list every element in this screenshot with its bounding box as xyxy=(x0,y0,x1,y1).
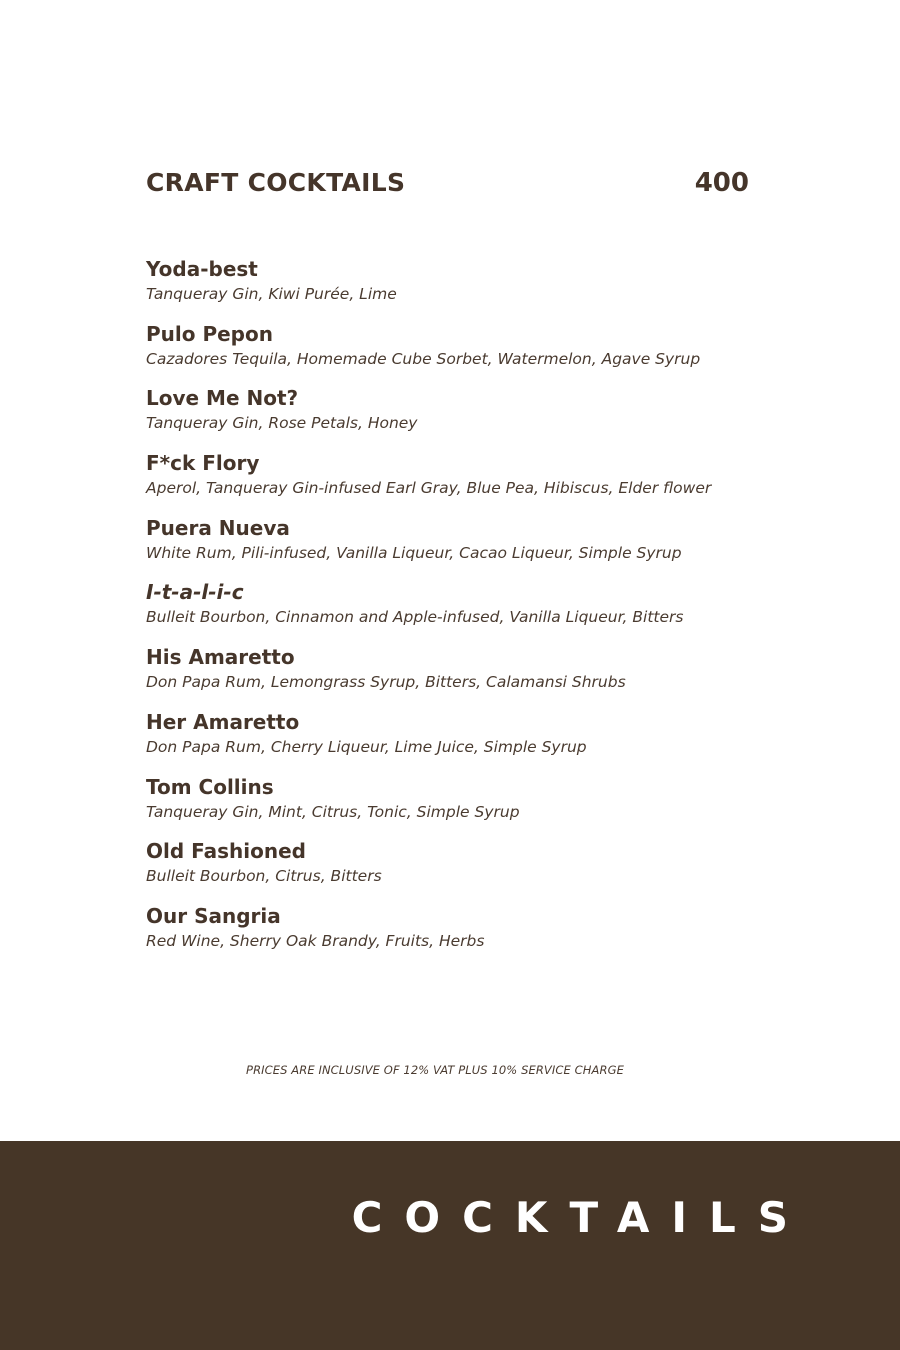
menu-item-name: I-t-a-l-i-c xyxy=(146,580,244,605)
menu-item-name: Puera Nueva xyxy=(146,515,290,540)
menu-item-name: Love Me Not? xyxy=(146,386,299,411)
menu-item-description: Tanqueray Gin, Mint, Citrus, Tonic, Simple Syrup xyxy=(146,802,520,821)
menu-item-description: Tanqueray Gin, Rose Petals, Honey xyxy=(146,414,418,433)
menu-item xyxy=(146,515,786,580)
menu-item xyxy=(146,903,786,968)
menu-item xyxy=(146,256,786,321)
menu-item xyxy=(146,321,786,386)
price-footnote: PRICES ARE INCLUSIVE OF 12% VAT PLUS 10% SERVICE CHARGE xyxy=(246,1063,624,1077)
menu-item xyxy=(146,450,786,515)
section-title: CRAFT COCKTAILS xyxy=(146,168,406,197)
menu-item-description: Bulleit Bourbon, Citrus, Bitters xyxy=(146,867,382,886)
menu-item-name: F*ck Flory xyxy=(146,451,260,476)
menu-item xyxy=(146,579,786,644)
footer-title: COCKTAILS xyxy=(351,1193,810,1242)
menu-item-description: White Rum, Pili-infused, Vanilla Liqueur, Cacao Liqueur, Simple Syrup xyxy=(146,543,682,562)
section-price: 400 xyxy=(694,168,749,198)
menu-item-description: Tanqueray Gin, Kiwi Purée, Lime xyxy=(146,285,397,303)
menu-item-name: Our Sangria xyxy=(146,903,281,928)
menu-item-name: Yoda-best xyxy=(146,257,258,281)
menu-item-description: Don Papa Rum, Cherry Liqueur, Lime Juice, Simple Syrup xyxy=(146,737,587,756)
menu-item-list xyxy=(146,256,786,968)
section-header xyxy=(146,168,749,198)
menu-item xyxy=(146,644,786,709)
menu-item-description: Bulleit Bourbon, Cinnamon and Apple-infused, Vanilla Liqueur, Bitters xyxy=(146,608,684,627)
menu-item-description: Aperol, Tanqueray Gin-infused Earl Gray, Blue Pea, Hibiscus, Elder flower xyxy=(146,479,712,498)
menu-item-name: His Amaretto xyxy=(146,645,295,670)
menu-item xyxy=(146,709,786,774)
menu-item xyxy=(146,774,786,839)
menu-item-description: Don Papa Rum, Lemongrass Syrup, Bitters, Calamansi Shrubs xyxy=(146,673,626,692)
menu-item-name: Tom Collins xyxy=(146,774,274,799)
footer-band xyxy=(0,1141,900,1350)
menu-item-description: Red Wine, Sherry Oak Brandy, Fruits, Herbs xyxy=(146,931,485,950)
menu-item xyxy=(146,838,786,903)
menu-item xyxy=(146,385,786,450)
menu-item-name: Old Fashioned xyxy=(146,839,306,864)
menu-item-name: Pulo Pepon xyxy=(146,321,273,346)
menu-item-description: Cazadores Tequila, Homemade Cube Sorbet, Watermelon, Agave Syrup xyxy=(146,349,701,368)
menu-item-name: Her Amaretto xyxy=(146,709,300,734)
